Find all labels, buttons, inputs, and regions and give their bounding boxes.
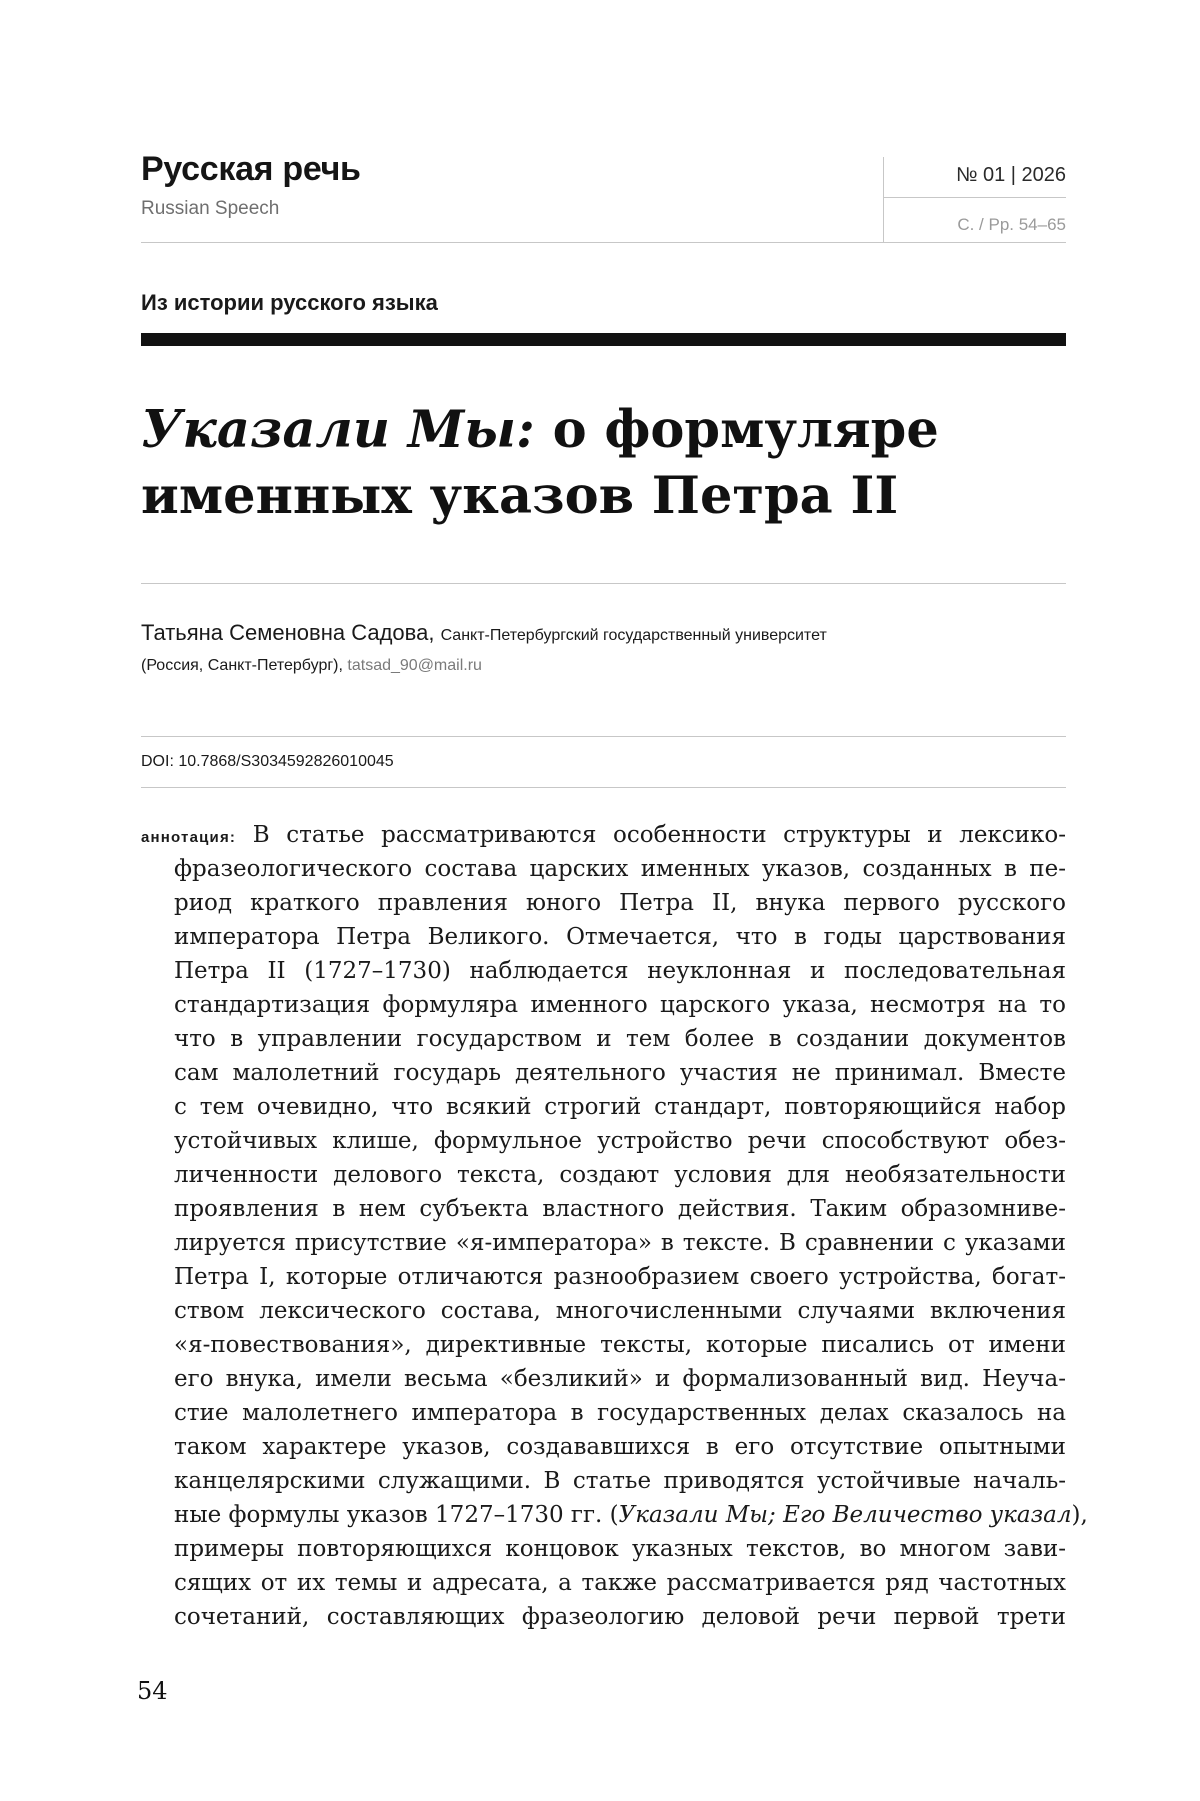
abstract-line: сочетаний, составляющих фразеологию деловой речи первой трети	[174, 1604, 1066, 1630]
abstract-line: стие малолетнего императора в государственных делах сказалось на	[174, 1400, 1066, 1426]
abstract-formula-italic: Указали Мы; Его Величество указал	[618, 1502, 1072, 1528]
header-vertical-divider	[883, 157, 884, 243]
article-title	[141, 397, 1066, 529]
abstract-line-part: ),	[1071, 1502, 1088, 1528]
abstract-line: «я-повествования», директивные тексты, которые писались от имени	[174, 1332, 1066, 1358]
abstract	[141, 818, 1088, 1634]
abstract-first-line	[141, 818, 1066, 852]
title-divider	[141, 583, 1066, 584]
author-location-line	[141, 657, 482, 675]
abstract-formula-line	[141, 1498, 1088, 1532]
rubric-bar	[141, 333, 1066, 346]
doi[interactable]: DOI: 10.7868/S3034592826010045	[141, 753, 394, 770]
title-line-2: именных указов Петра II	[141, 466, 899, 526]
abstract-line: канцелярскими служащими. В статье приводятся устойчивые началь-	[174, 1468, 1066, 1494]
author-affiliation: Санкт-Петербургский государственный университет	[440, 627, 827, 644]
abstract-label: аннотация:	[141, 829, 237, 846]
abstract-line: фразеологического состава царских именных указов, созданных в пе-	[174, 856, 1066, 882]
abstract-line: сящих от их темы и адресата, а также рассматривается ряд частотных	[174, 1570, 1066, 1596]
abstract-line: императора Петра Великого. Отмечается, что в годы царствования	[174, 924, 1066, 950]
abstract-line: Петра I, которые отличаются разнообразием своего устройства, богат-	[174, 1264, 1066, 1290]
title-italic-part: Указали Мы:	[141, 400, 535, 460]
abstract-line: личенности делового текста, создают условия для необязательности	[174, 1162, 1066, 1188]
issue-number: № 01 | 2026	[955, 164, 1066, 186]
journal-subtitle: Russian Speech	[141, 198, 280, 219]
author-divider	[141, 736, 1066, 737]
doi-divider	[141, 787, 1066, 788]
header-issue-divider	[883, 197, 1066, 198]
author-name: Татьяна Семеновна Садова,	[141, 620, 435, 645]
abstract-line: примеры повторяющихся концовок указных текстов, во многом зави-	[174, 1536, 1066, 1562]
author-email-link[interactable]: tatsad_90@mail.ru	[347, 657, 482, 674]
journal-title: Русская речь	[141, 150, 361, 188]
abstract-line: ством лексического состава, многочисленными случаями включения	[174, 1298, 1066, 1324]
abstract-body	[141, 852, 1066, 1498]
abstract-line: стандартизация формуляра именного царского указа, несмотря на то	[174, 992, 1066, 1018]
author-location: (Россия, Санкт-Петербург),	[141, 657, 343, 674]
section-rubric: Из истории русского языка	[141, 290, 438, 315]
author-block	[141, 620, 827, 646]
abstract-line: таком характере указов, создававшихся в его отсутствие опытными	[174, 1434, 1066, 1460]
abstract-line-part: ные формулы указов 1727–1730 гг. (	[174, 1502, 619, 1528]
header-divider	[141, 242, 1066, 243]
abstract-line: сам малолетний государь деятельного участия не принимал. Вместе	[174, 1060, 1066, 1086]
abstract-body-end	[141, 1532, 1066, 1634]
title-rest: о формуляре	[534, 400, 939, 460]
abstract-line: В статье рассматриваются особенности структуры и лексико-	[252, 822, 1067, 848]
abstract-line: с тем очевидно, что всякий строгий стандарт, повторяющийся набор	[174, 1094, 1066, 1120]
abstract-line: риод краткого правления юного Петра II, внука первого русского	[174, 890, 1066, 916]
page-range: С. / Pp. 54–65	[957, 215, 1066, 234]
abstract-line: лируется присутствие «я-императора» в тексте. В сравнении с указами	[174, 1230, 1066, 1256]
abstract-line: устойчивых клише, формульное устройство речи способствуют обез-	[174, 1128, 1066, 1154]
page-number: 54	[137, 1677, 168, 1705]
abstract-line: что в управлении государством и тем более в создании документов	[174, 1026, 1066, 1052]
abstract-line: Петра II (1727–1730) наблюдается неуклонная и последовательная	[174, 958, 1066, 984]
abstract-line: его внука, имели весьма «безликий» и формализованный вид. Неуча-	[174, 1366, 1066, 1392]
abstract-line: проявления в нем субъекта властного действия. Таким образомниве-	[174, 1196, 1066, 1222]
